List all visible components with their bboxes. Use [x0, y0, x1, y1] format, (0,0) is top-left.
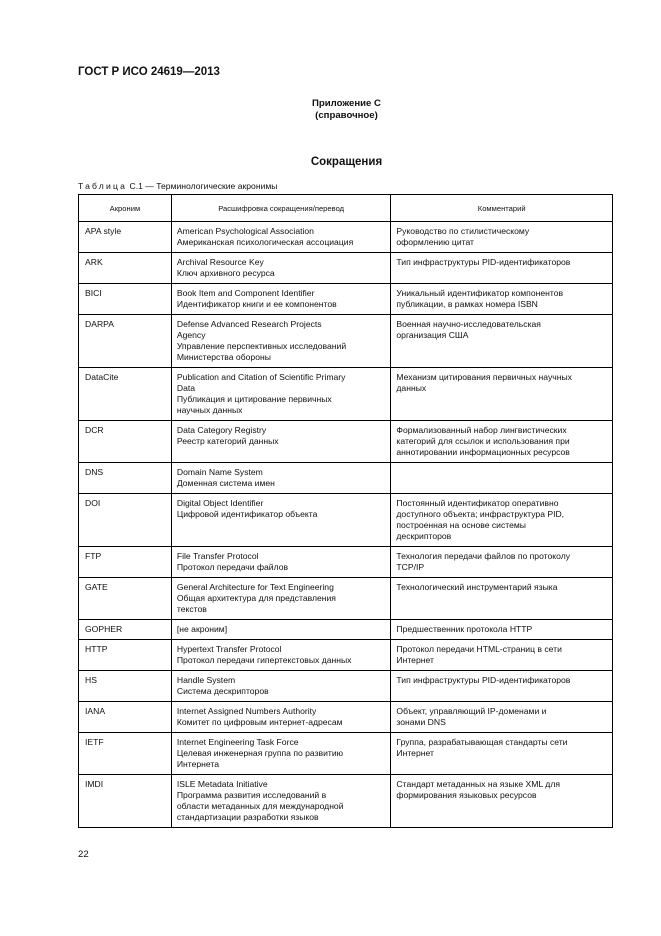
comment-line: дескрипторов — [396, 531, 452, 541]
expansion-line: Интернета — [176, 759, 220, 769]
expansion-line: Комитет по цифровым интернет-адресам — [176, 717, 343, 727]
comment-cell — [391, 315, 613, 368]
comment-line: оформлению цитат — [396, 237, 474, 247]
expansion-line: Управление перспективных исследований — [176, 341, 347, 351]
expansion-line: Целевая инженерная группа по развитию — [176, 748, 344, 758]
expansion-line: Реестр категорий данных — [176, 436, 279, 446]
comment-cell — [391, 253, 613, 284]
comment-line: публикации, в рамках номера ISBN — [396, 299, 538, 309]
expansion-line: Data Category Registry — [176, 425, 267, 435]
comment-line: формирования языковых ресурсов — [396, 790, 537, 800]
comment-cell — [391, 463, 613, 494]
table-row — [79, 733, 613, 775]
section-title: Сокращения — [310, 156, 383, 168]
table-row — [79, 671, 613, 702]
expansion-cell — [171, 702, 391, 733]
expansion-line: Публикация и цитирование первичных — [176, 394, 332, 404]
expansion-line: стандартизации разработки языков — [176, 812, 319, 822]
comment-line: Военная научно-исследовательская — [396, 319, 541, 329]
expansion-line: Internet Assigned Numbers Authority — [176, 706, 317, 716]
acronym-cell: APA style — [79, 222, 172, 253]
acronym-cell: HTTP — [79, 640, 172, 671]
comment-line: Технология передачи файлов по протоколу — [396, 551, 571, 561]
expansion-line: Archival Resource Key — [176, 257, 264, 267]
expansion-cell — [171, 284, 391, 315]
comment-line: Интернет — [396, 748, 434, 758]
expansion-cell — [171, 733, 391, 775]
expansion-cell — [171, 578, 391, 620]
acronym-cell: IETF — [79, 733, 172, 775]
expansion-cell — [171, 222, 391, 253]
acronym-cell: BICI — [79, 284, 172, 315]
comment-cell — [391, 620, 613, 640]
acronym-cell: HS — [79, 671, 172, 702]
acronym-cell: GATE — [79, 578, 172, 620]
expansion-line: ISLE Metadata Initiative — [176, 779, 268, 789]
comment-cell — [391, 284, 613, 315]
expansion-line: научных данных — [176, 405, 243, 415]
expansion-cell — [171, 620, 391, 640]
table-row — [79, 421, 613, 463]
column-header-comment: Комментарий — [391, 195, 613, 222]
expansion-line: текстов — [176, 604, 207, 614]
table-row — [79, 702, 613, 733]
comment-line: Тип инфраструктуры PID-идентификаторов — [396, 675, 571, 685]
comment-cell — [391, 671, 613, 702]
comment-line: организация США — [396, 330, 469, 340]
appendix-heading — [0, 98, 661, 122]
table-caption — [78, 181, 277, 191]
comment-line: TCP/IP — [396, 562, 425, 572]
expansion-cell — [171, 368, 391, 421]
expansion-cell — [171, 671, 391, 702]
comment-cell — [391, 421, 613, 463]
acronym-cell: DCR — [79, 421, 172, 463]
expansion-line: Defense Advanced Research Projects — [176, 319, 322, 329]
acronym-cell: DOI — [79, 494, 172, 547]
expansion-cell — [171, 640, 391, 671]
table-row — [79, 578, 613, 620]
table-row — [79, 284, 613, 315]
comment-line: Стандарт метаданных на языке XML для — [396, 779, 560, 789]
table-row — [79, 494, 613, 547]
column-header-expansion: Расшифровка сокращения/перевод — [171, 195, 391, 222]
comment-cell — [391, 733, 613, 775]
comment-cell — [391, 702, 613, 733]
acronym-cell: IMDI — [79, 775, 172, 828]
table-row — [79, 315, 613, 368]
expansion-line: Министерства обороны — [176, 352, 271, 362]
expansion-cell — [171, 253, 391, 284]
comment-line: зонами DNS — [396, 717, 446, 727]
comment-cell — [391, 494, 613, 547]
appendix-subtitle: (справочное) — [315, 110, 378, 121]
expansion-line: Hypertext Transfer Protocol — [176, 644, 282, 654]
expansion-line: области метаданных для международной — [176, 801, 344, 811]
comment-line: Объект, управляющий IP-доменами и — [396, 706, 547, 716]
expansion-line: Publication and Citation of Scientific Primary — [176, 372, 346, 382]
table-row — [79, 463, 613, 494]
comment-line: данных — [396, 383, 427, 393]
table-row — [79, 620, 613, 640]
expansion-line: Программа развития исследований в — [176, 790, 327, 800]
expansion-cell — [171, 775, 391, 828]
page-number: 22 — [78, 849, 89, 860]
comment-line: построенная на основе системы — [396, 520, 526, 530]
expansion-line: American Psychological Association — [176, 226, 314, 236]
expansion-line: Американская психологическая ассоциация — [176, 237, 354, 247]
table-row — [79, 547, 613, 578]
comment-cell — [391, 640, 613, 671]
expansion-line: General Architecture for Text Engineering — [176, 582, 334, 592]
comment-line: категорий для ссылок и использования при — [396, 436, 570, 446]
comment-cell — [391, 578, 613, 620]
comment-line: доступного объекта; инфраструктура PID, — [396, 509, 565, 519]
comment-cell — [391, 547, 613, 578]
expansion-line: Протокол передачи гипертекстовых данных — [176, 655, 352, 665]
expansion-cell — [171, 494, 391, 547]
table-row — [79, 222, 613, 253]
expansion-line: Протокол передачи файлов — [176, 562, 289, 572]
expansion-line: Доменная система имен — [176, 478, 275, 488]
expansion-cell — [171, 463, 391, 494]
appendix-title: Приложение С — [312, 98, 381, 109]
expansion-line: Domain Name System — [176, 467, 263, 477]
expansion-cell — [171, 315, 391, 368]
expansion-line: Book Item and Component Identifier — [176, 288, 315, 298]
comment-line: Группа, разрабатывающая стандарты сети — [396, 737, 568, 747]
document-standard-header: ГОСТ Р ИСО 24619—2013 — [78, 66, 220, 78]
acronyms-table — [78, 194, 613, 828]
acronym-cell: DataCite — [79, 368, 172, 421]
table-row — [79, 253, 613, 284]
comment-line: Тип инфраструктуры PID-идентификаторов — [396, 257, 571, 267]
expansion-line: Общая архитектура для представления — [176, 593, 336, 603]
comment-line: Формализованный набор лингвистических — [396, 425, 567, 435]
comment-line: Руководство по стилистическому — [396, 226, 530, 236]
acronym-cell: FTP — [79, 547, 172, 578]
table-body — [79, 222, 613, 828]
acronym-cell: DARPA — [79, 315, 172, 368]
comment-line: Механизм цитирования первичных научных — [396, 372, 572, 382]
comment-line: Уникальный идентификатор компонентов — [396, 288, 564, 298]
comment-line: Постоянный идентификатор оперативно — [396, 498, 559, 508]
expansion-line: File Transfer Protocol — [176, 551, 259, 561]
comment-line: Интернет — [396, 655, 434, 665]
comment-cell — [391, 775, 613, 828]
column-header-acronym: Акроним — [79, 195, 172, 222]
expansion-line: Agency — [176, 330, 206, 340]
acronym-cell: IANA — [79, 702, 172, 733]
table-header-row — [79, 195, 613, 222]
table-caption-text: С.1 — Терминологические акронимы — [129, 181, 278, 191]
table-caption-label: Таблица — [78, 181, 128, 191]
table-row — [79, 368, 613, 421]
comment-line: аннотировании информационных ресурсов — [396, 447, 570, 457]
expansion-cell — [171, 421, 391, 463]
expansion-line: Handle System — [176, 675, 236, 685]
expansion-line: Цифровой идентификатор объекта — [176, 509, 318, 519]
comment-line: Предшественник протокола HTTP — [396, 624, 533, 634]
expansion-line: Система дескрипторов — [176, 686, 269, 696]
comment-cell — [391, 222, 613, 253]
expansion-line: Internet Engineering Task Force — [176, 737, 299, 747]
comment-line: Протокол передачи HTML-страниц в сети — [396, 644, 562, 654]
acronym-cell: GOPHER — [79, 620, 172, 640]
expansion-cell — [171, 547, 391, 578]
acronym-cell: DNS — [79, 463, 172, 494]
table-row — [79, 775, 613, 828]
expansion-line: Data — [176, 383, 196, 393]
expansion-line: Digital Object Identifier — [176, 498, 264, 508]
expansion-line: [не акроним] — [176, 624, 228, 634]
expansion-line: Идентификатор книги и ее компонентов — [176, 299, 337, 309]
expansion-line: Ключ архивного ресурса — [176, 268, 275, 278]
comment-cell — [391, 368, 613, 421]
table-row — [79, 640, 613, 671]
comment-line: Технологический инструментарий языка — [396, 582, 558, 592]
acronym-cell: ARK — [79, 253, 172, 284]
